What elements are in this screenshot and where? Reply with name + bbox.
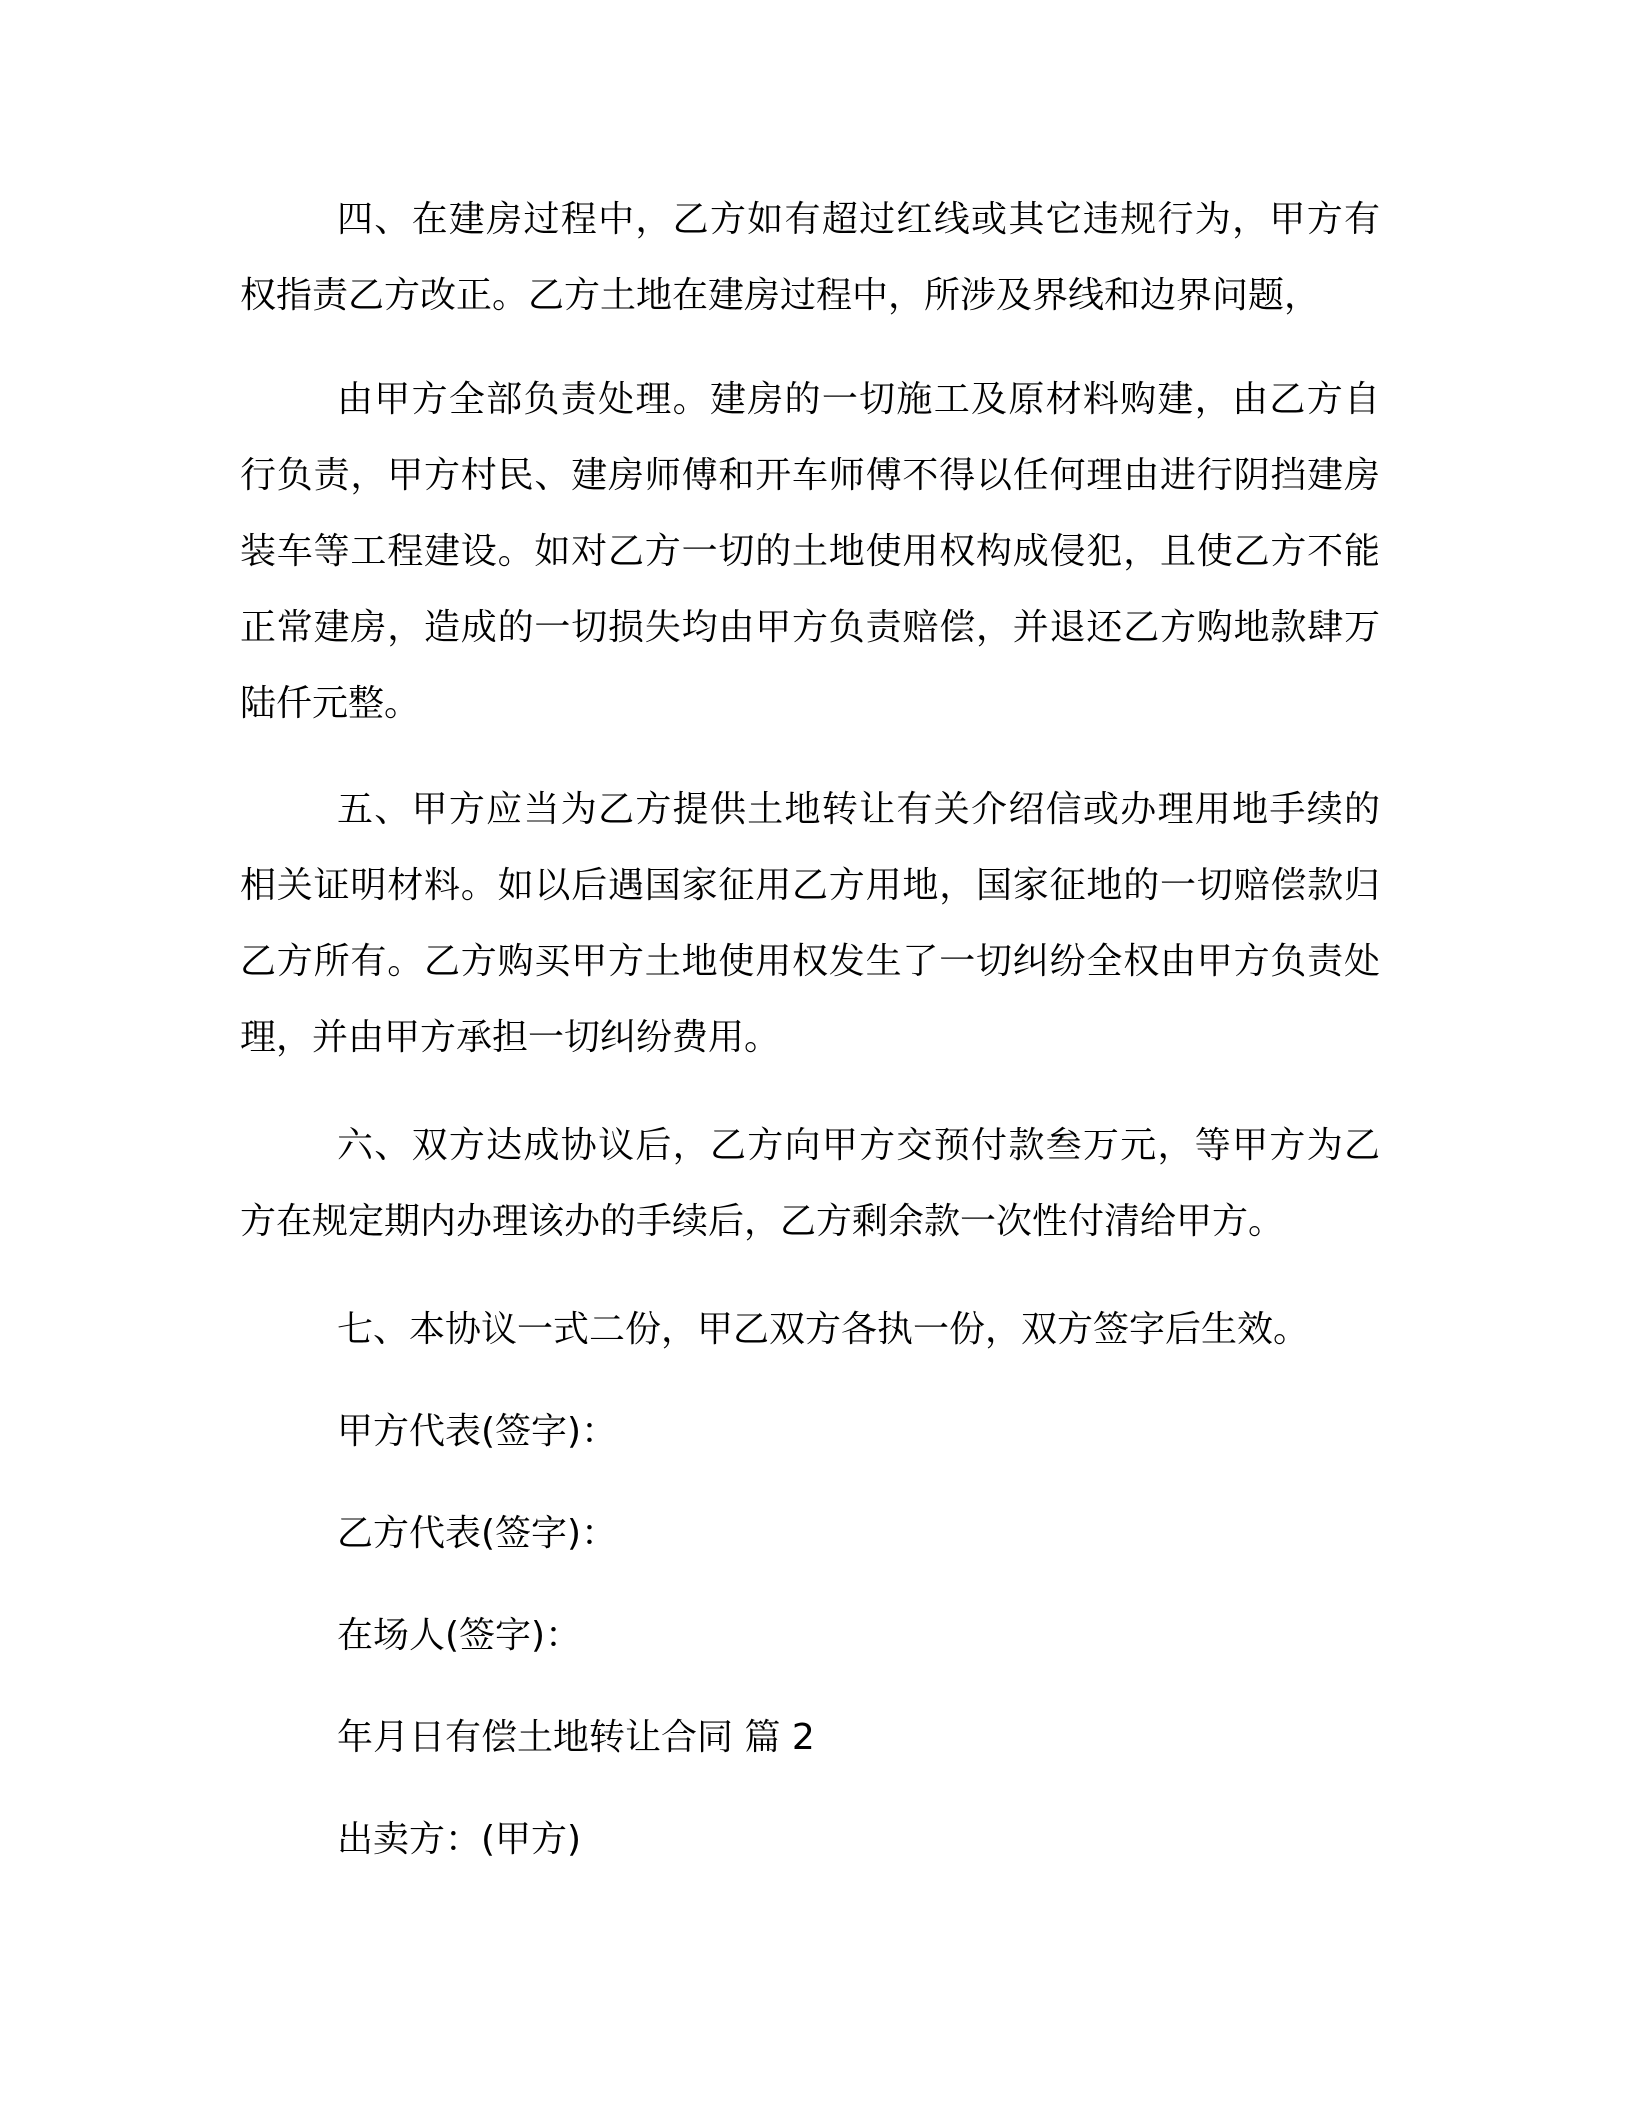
clause-5-paragraph: 五、甲方应当为乙方提供土地转让有关介绍信或办理用地手续的相关证明材料。如以后遇国家征用乙方用地，国家征地的一切赔偿款归乙方所有。乙方购买甲方土地使用权发生了一切纠纷全权由甲方负责处理，并由甲方承担一切纠纷费用。 [240, 789, 1380, 1058]
clause-4-continued-paragraph: 由甲方全部负责处理。建房的一切施工及原材料购建，由乙方自行负责，甲方村民、建房师傅和开车师傅不得以任何理由进行阴挡建房装车等工程建设。如对乙方一切的土地使用权构成侵犯，且使乙方不能正常建房，造成的一切损失均由甲方负责赔偿，并退还乙方购地款肆万陆仟元整。 [240, 379, 1380, 724]
next-contract-title: 年月日有偿土地转让合同 篇 2 [337, 1717, 815, 1758]
witness-signature-line: 在场人(签字)： [337, 1615, 582, 1656]
party-a-signature-line: 甲方代表(签字)： [337, 1411, 618, 1452]
clause-4-paragraph: 四、在建房过程中，乙方如有超过红线或其它违规行为，甲方有权指责乙方改正。乙方土地在建房过程中，所涉及界线和边界问题， [240, 199, 1380, 316]
seller-party-line: 出卖方：(甲方) [337, 1819, 582, 1860]
clause-6-paragraph: 六、双方达成协议后，乙方向甲方交预付款叁万元，等甲方为乙方在规定期内办理该办的手续后，乙方剩余款一次性付清给甲方。 [240, 1125, 1380, 1242]
party-b-signature-line: 乙方代表(签字)： [337, 1513, 618, 1554]
clause-7-paragraph: 七、本协议一式二份，甲乙双方各执一份，双方签字后生效。 [337, 1309, 1310, 1350]
